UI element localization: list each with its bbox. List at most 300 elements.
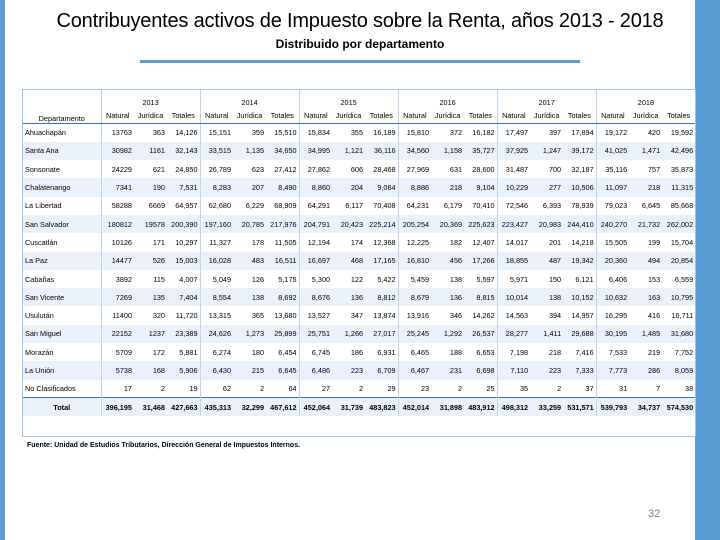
- sub-header: Jurídica: [530, 107, 563, 124]
- table-cell: 138: [530, 288, 563, 306]
- table-cell: 10,229: [497, 178, 530, 196]
- table-cell: 135: [134, 288, 167, 306]
- table-cell: 38: [685, 384, 694, 394]
- title-underline: [140, 60, 580, 63]
- table-cell: 223: [530, 361, 563, 379]
- table-cell: 25,751: [299, 325, 332, 343]
- table-cell: 452,014: [398, 398, 431, 416]
- table-cell: 16,810: [398, 252, 431, 270]
- table-cell: 7269: [101, 288, 134, 306]
- year-header: 2015: [299, 90, 398, 107]
- table-cell: 7,404: [167, 288, 200, 306]
- sub-header: Natural: [497, 107, 530, 124]
- table-cell: 180812: [101, 215, 134, 233]
- table-cell: 6,274: [200, 343, 233, 361]
- table-cell: 163: [629, 288, 662, 306]
- table-cell: 34,560: [398, 142, 431, 160]
- table-cell: 621: [152, 164, 165, 174]
- sub-header: Totales: [662, 107, 695, 124]
- table-cell: 240,270: [596, 215, 629, 233]
- table-cell: 218: [548, 347, 562, 357]
- department-name: San Miguel: [23, 325, 101, 343]
- table-cell: 2: [359, 384, 364, 394]
- table-cell: 456: [431, 252, 464, 270]
- table-cell: 12,368: [373, 237, 396, 247]
- table-cell: 85,668: [670, 201, 694, 211]
- table-cell: 11,720: [175, 311, 198, 321]
- table-cell: 204: [332, 178, 365, 196]
- table-cell: 20,785: [233, 215, 266, 233]
- table-cell: 30982: [101, 142, 134, 160]
- table-cell: 19,172: [596, 124, 629, 142]
- table-cell: 39,172: [563, 142, 596, 160]
- table-cell: 6,709: [365, 361, 398, 379]
- total-row: [23, 398, 695, 416]
- table-cell: 14,563: [497, 306, 530, 324]
- table-cell: 363: [152, 128, 165, 138]
- table-cell: 11,327: [200, 233, 233, 251]
- table-cell: 17: [101, 380, 134, 398]
- table-cell: 70,410: [472, 201, 495, 211]
- department-name: Morazán: [25, 347, 54, 357]
- table-cell: 286: [629, 361, 662, 379]
- table-cell: 115: [153, 274, 165, 284]
- table-row: [23, 233, 695, 251]
- table-cell: 19: [189, 384, 198, 394]
- table-cell: 6,467: [398, 361, 431, 379]
- table-cell: 19578: [134, 215, 167, 233]
- table-cell: 10,152: [563, 288, 596, 306]
- table-cell: 35,873: [670, 164, 694, 174]
- table-cell: 33,259: [530, 398, 563, 416]
- table-cell: 427,663: [167, 398, 200, 416]
- table-cell: 20,360: [596, 252, 629, 270]
- table-cell: 262,002: [662, 215, 695, 233]
- table-cell: 2: [160, 384, 165, 394]
- table-cell: 6,559: [674, 274, 694, 284]
- table-cell: 8,812: [365, 288, 398, 306]
- table-cell: 5,300: [299, 270, 332, 288]
- sub-header: Jurídica: [134, 107, 167, 124]
- sub-header: Natural: [398, 107, 431, 124]
- table-cell: 6,745: [299, 343, 332, 361]
- table-cell: 623: [251, 164, 265, 174]
- table-cell: 1,411: [530, 325, 563, 343]
- table-cell: 6,645: [266, 361, 299, 379]
- table-cell: 1,121: [332, 142, 365, 160]
- table-cell: 8,283: [200, 178, 233, 196]
- table-cell: 136: [431, 288, 464, 306]
- table-cell: 37: [585, 384, 594, 394]
- table-cell: 9,104: [464, 178, 497, 196]
- source-note: Fuente: Unidad de Estudios Tributarios, Dirección General de Impuestos Internos.: [27, 442, 301, 449]
- table-cell: 2: [458, 384, 463, 394]
- left-accent-bar: [0, 0, 5, 540]
- department-name: Sonsonate: [25, 164, 60, 174]
- table-cell: 178: [251, 237, 265, 247]
- table-cell: 23: [398, 380, 431, 398]
- table-cell: 36,116: [365, 142, 398, 160]
- total-label: Total: [23, 398, 101, 416]
- table-cell: 7,773: [596, 361, 629, 379]
- table-cell: 31: [596, 380, 629, 398]
- table-cell: 435,313: [200, 398, 233, 416]
- table-cell: 6,179: [443, 201, 463, 211]
- table-cell: 26,537: [464, 325, 497, 343]
- table-cell: 14,218: [571, 237, 594, 247]
- department-name: Cuscatlán: [25, 237, 58, 247]
- table-cell: 37,925: [497, 142, 530, 160]
- table-cell: 8,059: [662, 361, 695, 379]
- table-cell: 1237: [134, 325, 167, 343]
- year-header: 2016: [398, 90, 497, 107]
- table-cell: 28,600: [472, 164, 495, 174]
- table-cell: 13,527: [299, 306, 332, 324]
- table-cell: 8,692: [266, 288, 299, 306]
- department-name: No Clasificados: [25, 384, 76, 394]
- table-cell: 204,791: [299, 215, 332, 233]
- table-cell: 396,195: [101, 398, 134, 416]
- table-cell: 197,160: [200, 215, 233, 233]
- table-cell: 359: [251, 128, 265, 138]
- sub-header: Jurídica: [233, 107, 266, 124]
- table-cell: 452,064: [299, 398, 332, 416]
- table-cell: 25,899: [266, 325, 299, 343]
- department-name: San Vicente: [23, 288, 101, 306]
- table-cell: 34,995: [299, 142, 332, 160]
- table-cell: 217,976: [266, 215, 299, 233]
- table-cell: 78,939: [571, 201, 594, 211]
- right-accent-bar: [695, 0, 720, 540]
- table-cell: 10,795: [662, 288, 695, 306]
- table-cell: 5738: [101, 361, 134, 379]
- table-cell: 5709: [101, 343, 134, 361]
- table-cell: 468: [332, 252, 365, 270]
- table-cell: 32,143: [167, 142, 200, 160]
- sub-header: Totales: [464, 107, 497, 124]
- table-cell: 64,957: [175, 201, 198, 211]
- table-cell: 174: [350, 237, 364, 247]
- table-cell: 201: [548, 237, 562, 247]
- table-cell: 467,612: [266, 398, 299, 416]
- table-cell: 15,505: [596, 233, 629, 251]
- department-name: La Libertad: [25, 201, 62, 211]
- table-cell: 5,049: [200, 270, 233, 288]
- table-cell: 7341: [101, 178, 134, 196]
- table-cell: 6,229: [245, 201, 265, 211]
- table-cell: 172: [152, 347, 165, 357]
- table-cell: 29: [387, 384, 396, 394]
- table-cell: 320: [152, 311, 165, 321]
- table-cell: 23,389: [167, 325, 200, 343]
- table-cell: 16,511: [266, 252, 299, 270]
- table-cell: 1,158: [431, 142, 464, 160]
- table-cell: 244,410: [563, 215, 596, 233]
- department-name: La Paz: [23, 252, 101, 270]
- table-cell: 205,254: [398, 215, 431, 233]
- table-cell: 199: [647, 237, 661, 247]
- table-cell: 1,247: [530, 142, 563, 160]
- department-header: Departamento: [23, 90, 101, 124]
- table-row: [23, 288, 695, 306]
- table-cell: 397: [548, 128, 562, 138]
- table-cell: 631: [449, 164, 463, 174]
- table-cell: 15,810: [398, 124, 431, 142]
- table-cell: 11,315: [662, 178, 695, 196]
- table-cell: 483,823: [365, 398, 398, 416]
- table-cell: 7,416: [575, 347, 594, 357]
- table-cell: 12,194: [299, 233, 332, 251]
- table-cell: 494: [629, 252, 662, 270]
- table-row: [23, 343, 695, 361]
- table-cell: 31,680: [662, 325, 695, 343]
- table-cell: 5,597: [476, 274, 495, 284]
- table-cell: 16,182: [472, 128, 495, 138]
- table-cell: 526: [134, 252, 167, 270]
- table-cell: 2: [259, 384, 265, 394]
- table-cell: 700: [548, 164, 562, 174]
- table-cell: 26,789: [200, 160, 233, 178]
- table-row: [23, 380, 695, 398]
- table-cell: 15,834: [299, 124, 332, 142]
- department-name: San Salvador: [23, 215, 101, 233]
- table-cell: 16,189: [373, 128, 396, 138]
- table-row: [23, 142, 695, 160]
- department-name: Santa Ana: [23, 142, 101, 160]
- table-cell: 19,592: [670, 128, 694, 138]
- department-name: Usulután: [25, 311, 54, 321]
- table-cell: 16,028: [200, 252, 233, 270]
- table-cell: 8,676: [299, 288, 332, 306]
- table-cell: 6669: [148, 201, 165, 211]
- table-cell: 16,697: [299, 252, 332, 270]
- table-row: [23, 215, 695, 233]
- table-cell: 171: [152, 237, 165, 247]
- table-cell: 13,315: [200, 306, 233, 324]
- table-cell: 58288: [101, 197, 134, 215]
- year-header: 2017: [497, 90, 596, 107]
- slide-subtitle: Distribuido por departamento: [275, 37, 445, 51]
- table-cell: 606: [350, 164, 364, 174]
- table-cell: 32,299: [233, 398, 266, 416]
- table-cell: 223: [332, 361, 365, 379]
- table-cell: 28,277: [497, 325, 530, 343]
- table-cell: 7,198: [497, 343, 530, 361]
- table-cell: 5,881: [179, 347, 198, 357]
- table-cell: 35: [497, 380, 530, 398]
- table-cell: 16,295: [596, 306, 629, 324]
- table-cell: 8,815: [464, 288, 497, 306]
- table-cell: 150: [548, 274, 562, 284]
- sub-header: Totales: [167, 107, 200, 124]
- table-cell: 2: [557, 384, 562, 394]
- table-cell: 219: [647, 347, 661, 357]
- table-cell: 1161: [134, 142, 167, 160]
- sub-header: Totales: [563, 107, 596, 124]
- table-cell: 180: [251, 347, 265, 357]
- table-cell: 347: [350, 311, 364, 321]
- table-cell: 1,485: [629, 325, 662, 343]
- table-cell: 31,487: [497, 160, 530, 178]
- table-cell: 19,342: [563, 252, 596, 270]
- table-cell: 182: [449, 237, 463, 247]
- table-cell: 27: [299, 380, 332, 398]
- sub-header: Natural: [596, 107, 629, 124]
- table-cell: 1,292: [431, 325, 464, 343]
- table-cell: 215: [233, 361, 266, 379]
- table-cell: 365: [251, 311, 265, 321]
- table-cell: 24,850: [175, 164, 198, 174]
- table-cell: 5,906: [167, 361, 200, 379]
- table-cell: 31,739: [332, 398, 365, 416]
- table-cell: 5,971: [497, 270, 530, 288]
- table-cell: 10,632: [596, 288, 629, 306]
- sub-header: Totales: [365, 107, 398, 124]
- table-cell: 372: [449, 128, 463, 138]
- table-cell: 7: [656, 384, 661, 394]
- year-header: 2013: [101, 90, 200, 107]
- table-cell: 1,273: [233, 325, 266, 343]
- table-cell: 10,506: [563, 178, 596, 196]
- table-cell: 17,497: [497, 124, 530, 142]
- table-cell: 6,121: [575, 274, 594, 284]
- table-cell: 7,110: [497, 361, 530, 379]
- table-row: [23, 306, 695, 324]
- table-cell: 5,422: [377, 274, 396, 284]
- table-cell: 35,116: [596, 160, 629, 178]
- table-cell: 1,135: [233, 142, 266, 160]
- table-row: [23, 124, 695, 142]
- table-cell: 498,312: [497, 398, 530, 416]
- table-cell: 1,266: [332, 325, 365, 343]
- table-cell: 138: [449, 274, 463, 284]
- table-cell: 72,546: [497, 197, 530, 215]
- table-cell: 17,266: [464, 252, 497, 270]
- table-cell: 15,151: [200, 124, 233, 142]
- table-cell: 531,571: [563, 398, 596, 416]
- table-cell: 190: [134, 178, 167, 196]
- table-cell: 15,003: [167, 252, 200, 270]
- table-cell: 15,510: [274, 128, 297, 138]
- table-cell: 24229: [101, 160, 134, 178]
- table-cell: 420: [647, 128, 661, 138]
- table-cell: 20,983: [530, 215, 563, 233]
- sub-header: Jurídica: [332, 107, 365, 124]
- table-cell: 218: [629, 178, 662, 196]
- table-cell: 20,854: [662, 252, 695, 270]
- table-cell: 20,369: [431, 215, 464, 233]
- table-cell: 14,957: [571, 311, 594, 321]
- table-cell: 218: [431, 178, 464, 196]
- table-cell: 487: [530, 252, 563, 270]
- table-cell: 188: [449, 347, 463, 357]
- table-row: [23, 252, 695, 270]
- table-cell: 483,912: [464, 398, 497, 416]
- table-cell: 416: [647, 311, 661, 321]
- table-cell: 64,231: [398, 197, 431, 215]
- table-cell: 13763: [101, 124, 134, 142]
- table-cell: 25: [486, 384, 495, 394]
- sub-header: Totales: [266, 107, 299, 124]
- table-row: [23, 178, 695, 196]
- table-cell: 225,214: [365, 215, 398, 233]
- table-cell: 24,626: [200, 325, 233, 343]
- table-cell: 7,533: [596, 343, 629, 361]
- table-cell: 539,793: [596, 398, 629, 416]
- table-cell: 14,017: [497, 233, 530, 251]
- table-cell: 22152: [101, 325, 134, 343]
- table-cell: 6,406: [596, 270, 629, 288]
- table-cell: 6,486: [299, 361, 332, 379]
- table-cell: 11400: [101, 306, 134, 324]
- table-cell: 27,969: [398, 160, 431, 178]
- table-cell: 11,505: [274, 237, 297, 247]
- table-cell: 6,931: [377, 347, 396, 357]
- department-name: Cabañas: [25, 274, 55, 284]
- table-cell: 7,333: [563, 361, 596, 379]
- table-cell: 17,165: [365, 252, 398, 270]
- sub-header: Jurídica: [431, 107, 464, 124]
- table-cell: 33,515: [200, 142, 233, 160]
- table-cell: 42,496: [662, 142, 695, 160]
- table-cell: 231: [431, 361, 464, 379]
- table-cell: 17,894: [571, 128, 594, 138]
- table-cell: 126: [251, 274, 265, 284]
- table-cell: 29,688: [563, 325, 596, 343]
- contribuyentes-table: [23, 90, 695, 416]
- table-cell: 8,860: [299, 178, 332, 196]
- table-cell: 12,407: [472, 237, 495, 247]
- table-cell: 13,874: [373, 311, 396, 321]
- table-cell: 483: [233, 252, 266, 270]
- table-cell: 20,423: [332, 215, 365, 233]
- sub-header: Natural: [200, 107, 233, 124]
- table-cell: 3892: [101, 270, 134, 288]
- table-cell: 6,653: [476, 347, 495, 357]
- table-row: [23, 270, 695, 288]
- table-cell: 200,390: [167, 215, 200, 233]
- table-cell: 34,737: [629, 398, 662, 416]
- table-cell: 346: [449, 311, 463, 321]
- table-cell: 223,427: [497, 215, 530, 233]
- department-name: Ahuachapán: [25, 128, 66, 138]
- table-cell: 27,862: [299, 160, 332, 178]
- table-cell: 8,490: [266, 178, 299, 196]
- table-row: [23, 197, 695, 215]
- sub-header: Natural: [101, 107, 134, 124]
- table-cell: 6,117: [345, 201, 364, 211]
- table-cell: 138: [233, 288, 266, 306]
- table-cell: 79,023: [596, 197, 629, 215]
- table-cell: 8,886: [398, 178, 431, 196]
- table-cell: 122: [350, 274, 364, 284]
- table-cell: 5,459: [398, 270, 431, 288]
- sub-header: Natural: [299, 107, 332, 124]
- table-cell: 41,025: [596, 142, 629, 160]
- table-cell: 14477: [101, 252, 134, 270]
- table-cell: 64,291: [299, 197, 332, 215]
- table-cell: 9,064: [365, 178, 398, 196]
- table-cell: 13,680: [274, 311, 297, 321]
- sub-header: Jurídica: [629, 107, 662, 124]
- table-cell: 574,530: [662, 398, 695, 416]
- table-cell: 8,554: [200, 288, 233, 306]
- table-cell: 16,711: [671, 311, 694, 321]
- table-cell: 62,680: [200, 197, 233, 215]
- table-cell: 32,187: [571, 164, 594, 174]
- page-number: 32: [648, 508, 661, 520]
- department-name: Chalatenango: [23, 178, 101, 196]
